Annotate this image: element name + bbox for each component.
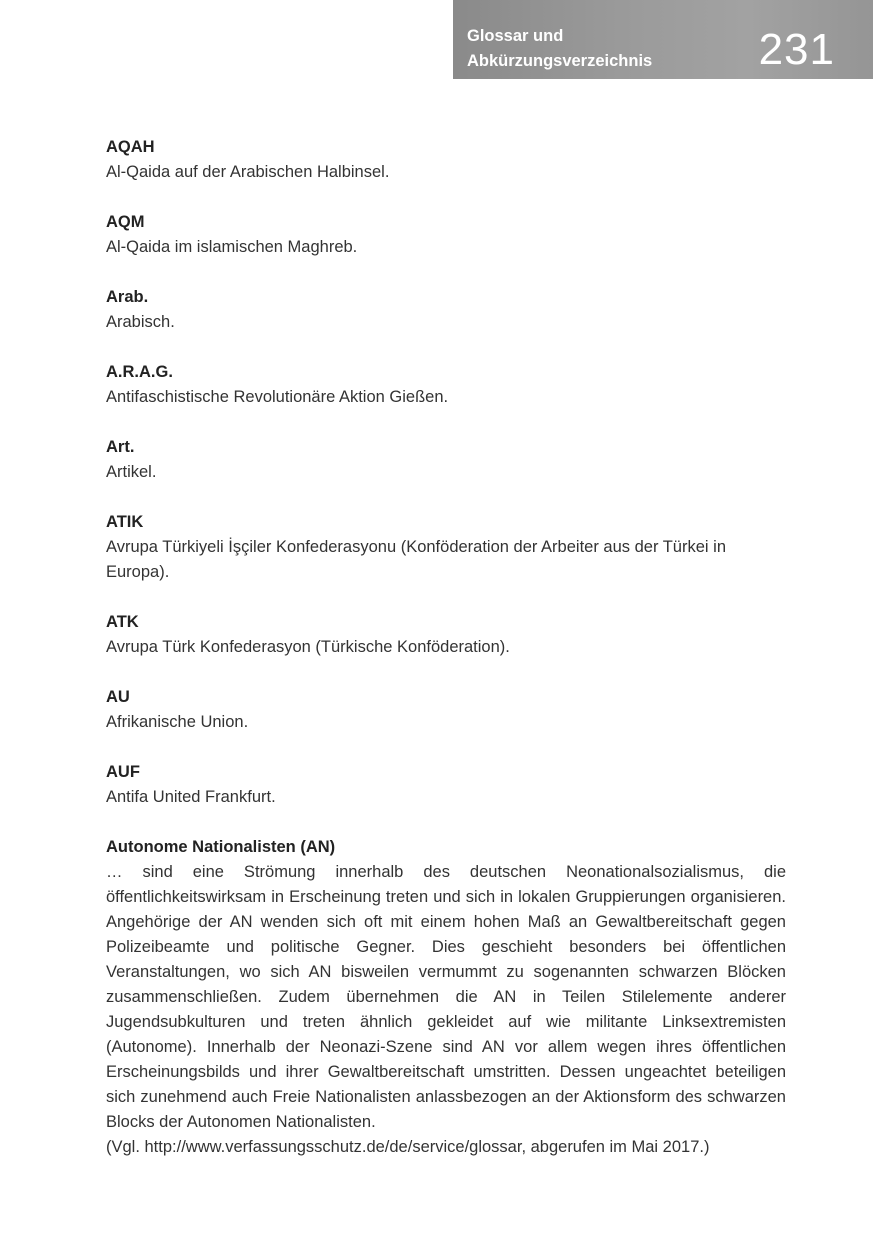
- glossary-definition: Al-Qaida auf der Arabischen Halbinsel.: [106, 163, 390, 181]
- glossary-list: [106, 135, 786, 1185]
- glossary-term: A.R.A.G.: [106, 363, 173, 381]
- glossary-entry-auf: [106, 760, 786, 810]
- glossary-term: AQM: [106, 213, 145, 231]
- definition-source: (Vgl. http://www.verfassungsschutz.de/de/service/glossar, abgerufen im Mai 2017.): [106, 1138, 710, 1156]
- running-header: [453, 0, 873, 79]
- glossary-definition: Afrikanische Union.: [106, 713, 249, 731]
- glossary-entry-aqm: [106, 210, 786, 260]
- glossary-term: Autonome Nationalisten (AN): [106, 838, 336, 856]
- glossary-definition: Arabisch.: [106, 313, 175, 331]
- section-title: [467, 24, 652, 74]
- page-number: 231: [758, 25, 835, 74]
- glossary-entry-atk: [106, 610, 786, 660]
- section-title-line-2: Abkürzungsverzeichnis: [467, 52, 653, 70]
- glossary-term: ATK: [106, 613, 139, 631]
- glossary-term: AUF: [106, 763, 140, 781]
- glossary-definition: Al-Qaida im islamischen Maghreb.: [106, 238, 358, 256]
- definition-text: … sind eine Strömung innerhalb des deutschen Neonationalsozialismus, die öffentlichkeitswirksam in Erscheinung treten und sich in lokalen Gruppierungen organisieren. Angehörige der AN wenden sich oft mit einem hohen Maß an Gewaltbereitschaft gegen Polizeibeamte und politische Gegner. Dies geschieht besonders bei öffentlichen Veranstaltungen, wo sich AN bisweilen vermummt zu sogenannten schwarzen Blöcken zusammenschließen. Zudem übernehmen die AN in Teilen Stilelemente anderer Jugendsubkulturen und treten ähnlich gekleidet auf wie militante Linksextremisten (Autonome). Innerhalb der Neonazi-Szene sind AN vor allem wegen ihres öffentlichen Erscheinungsbilds und ihrer Gewaltbereitschaft umstritten. Dessen ungeachtet beteiligen sich zunehmend auch Freie Nationalisten anlassbezogen an der Aktionsform des schwarzen Blocks der Autonomen Nationalisten.: [106, 863, 786, 1131]
- glossary-definition: Avrupa Türkiyeli İşçiler Konfederasyonu (Konföderation der Arbeiter aus der Türkei in Europa).: [106, 538, 726, 581]
- glossary-entry-aqah: [106, 135, 786, 185]
- glossary-entry-art: [106, 435, 786, 485]
- glossary-term: AU: [106, 688, 130, 706]
- glossary-term: Art.: [106, 438, 135, 456]
- glossary-definition: Artikel.: [106, 463, 157, 481]
- glossary-definition: [106, 860, 786, 1160]
- glossary-term: AQAH: [106, 138, 155, 156]
- glossary-entry-au: [106, 685, 786, 735]
- section-title-line-1: Glossar und: [467, 27, 564, 45]
- glossary-definition: Antifa United Frankfurt.: [106, 788, 276, 806]
- glossary-entry-autonome-nationalisten: [106, 835, 786, 1160]
- glossary-definition: Antifaschistische Revolutionäre Aktion Gießen.: [106, 388, 449, 406]
- glossary-term: ATIK: [106, 513, 144, 531]
- glossary-entry-arag: [106, 360, 786, 410]
- glossary-entry-arab: [106, 285, 786, 335]
- glossary-definition: Avrupa Türk Konfederasyon (Türkische Konföderation).: [106, 638, 510, 656]
- glossary-term: Arab.: [106, 288, 149, 306]
- glossary-entry-atik: [106, 510, 786, 585]
